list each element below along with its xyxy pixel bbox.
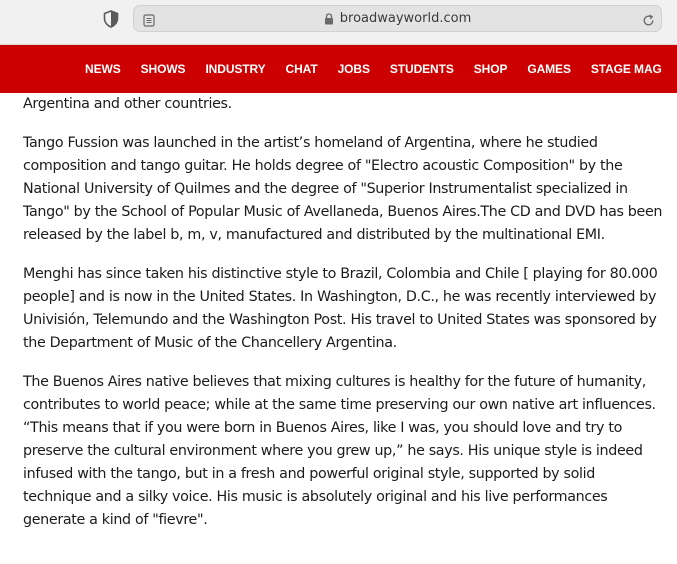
reload-icon[interactable] [642, 12, 655, 25]
article-paragraph: Menghi has since taken his distinctive style to Brazil, Colombia and Chile [ playing for 80.000 people] and is now in the United States. In Washington, D.C., he was recently interviewed by Univisión, Telemundo and the Washington Post. His travel to United States was sponsored by the Department of Music of the Chancellery Argentina. [23, 266, 658, 351]
article-paragraph: The Buenos Aires native believes that mixing cultures is healthy for the future of humanity, contributes to world peace; while at the same time preserving our own native art influences. “This means that if you were born in Buenos Aires, like I was, you should love and try to preserve the cultural environment where you grew up,” he says. His unique style is indeed infused with the tango, but in a fresh and powerful original style, supported by solid technique and a silky voice. His music is absolutely original and his live performances generate a kind of "fievre". [23, 374, 656, 528]
nav-item-shows[interactable]: SHOWS [140, 62, 186, 76]
address-bar[interactable] [133, 5, 662, 32]
nav-item-jobs[interactable]: JOBS [337, 62, 370, 76]
nav-item-games[interactable]: GAMES [527, 62, 571, 76]
nav-item-shop[interactable]: SHOP [473, 62, 508, 76]
article-paragraph: Argentina and other countries. [23, 96, 232, 112]
site-navbar [0, 45, 677, 93]
article-body [23, 93, 663, 548]
article-paragraph: Tango Fussion was launched in the artist’s homeland of Argentina, where he studied composition and tango guitar. He holds degree of "Electro acoustic Composition" by the National University of Quilmes and the degree of "Superior Instrumentalist specialized in Tango" by the School of Popular Music of Avellaneda, Buenos Aires.The CD and DVD has been released by the label b, m, v, manufactured and distributed by the multinational EMI. [23, 135, 663, 243]
nav-item-chat[interactable]: CHAT [285, 62, 318, 76]
lock-icon [324, 13, 334, 25]
url-display[interactable] [134, 6, 661, 31]
nav-item-news[interactable]: NEWS [85, 62, 121, 76]
shield-icon[interactable] [103, 10, 119, 28]
browser-toolbar [0, 0, 677, 45]
nav-item-industry[interactable]: INDUSTRY [205, 62, 266, 76]
url-text: broadwayworld.com [339, 11, 472, 26]
nav-item-stage-mag[interactable]: STAGE MAG [590, 62, 662, 76]
nav-menu [85, 45, 662, 93]
nav-item-students[interactable]: STUDENTS [389, 62, 454, 76]
